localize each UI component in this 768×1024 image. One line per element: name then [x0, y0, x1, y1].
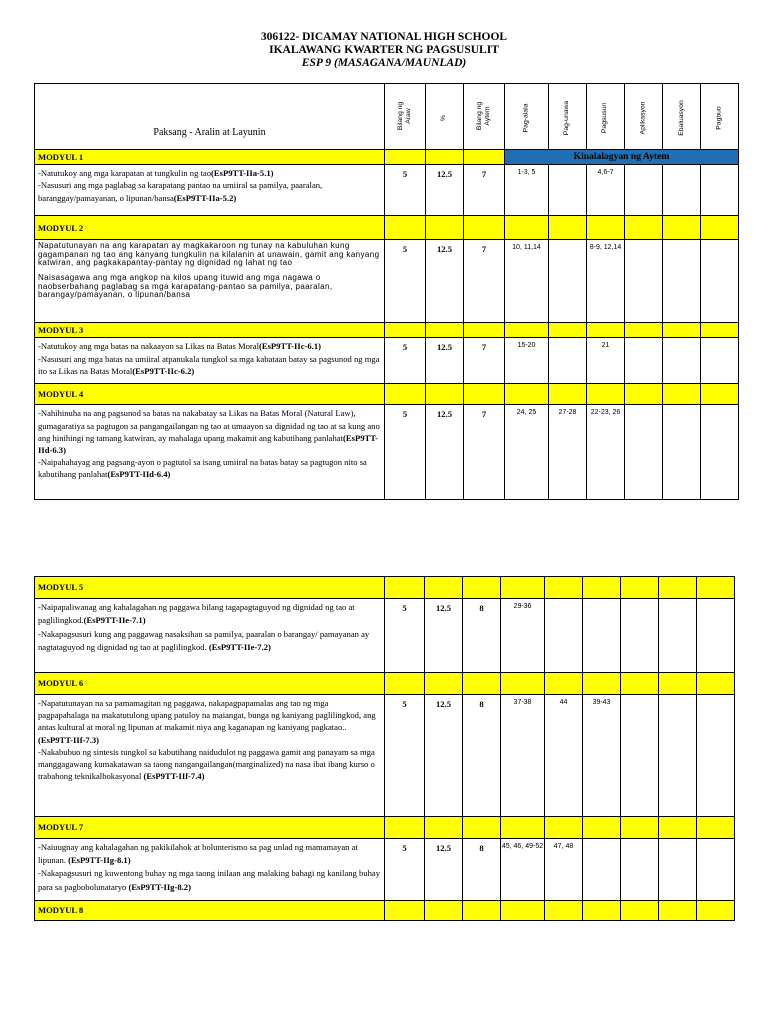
pagbuo-items [701, 165, 739, 216]
module-title-row [35, 901, 735, 921]
module-title-row [35, 577, 735, 599]
module-objectives: -Naipapaliwanag ang kahalagahan ng paggawa bilang tagapagtaguyod ng dignidad ng tao at paglilingkod.(EsP9TT-IIe-7.1) -Nakapagsusuri kung ang paggawag nasaksihan sa pamilya, paaralan o barangay/ pamayanan ay nagtataguyod ng dignidad ng tao at paglilingkod. (EsP9TT-IIe-7.2) [35, 599, 385, 673]
tos-table-2 [34, 576, 735, 921]
ebaluasyon-items [663, 405, 701, 500]
module-title: MODYUL 2 [35, 216, 385, 240]
items-value: 7 [464, 338, 505, 384]
pagsusuri-column-header: Pagsusuri [587, 84, 625, 150]
items-value: 8 [463, 599, 501, 673]
aplikasyon-column-header: Aplikasyon [625, 84, 663, 150]
percent-value: 12.5 [426, 165, 464, 216]
days-column-header: Bilang ng Araw [385, 84, 426, 150]
module-title-row [35, 673, 735, 695]
module-objectives: -Napatutunayan na sa pamamagitan ng paggawa, nakapagpapamalas ang tao ng mga pagpapahalaga na makatutulong upang patuloy na maiangat, bunga ng kaniyang paglilingkod, ang antas kultural at moral ng lipunan at makamit niya ang kaganapan ng kaniyang pagkatao..(EsP9TT-IIf-7.3) -Nakabubuo ng sintesis tungkol sa kabutihang naidudulot ng paggawa gamit ang panayam sa mga manggagawang kumakatawan sa taong nangangailangan(marginalized) na nasa ibat ibang kurso o trabahong teknikalbokasyonal (EsP9TT-IIf-7.4) [35, 695, 385, 817]
module-title: MODYUL 6 [35, 673, 385, 695]
pag-unawa-items: 44 [545, 695, 583, 817]
module-row [35, 599, 735, 673]
pag-alala-items: 45, 46, 49-52 [501, 839, 545, 901]
pag-unawa-column-header: Pag-unawa [549, 84, 587, 150]
ebaluasyon-items [659, 599, 697, 673]
pag-alala-items: 1-3, 5 [505, 165, 549, 216]
module-objectives: -Natutukoy ang mga karapatan at tungkulin ng tao(EsP9TT-IIa-5.1) -Nasusuri ang mga paglabag sa karapatang pantao na umiiral sa pamilya, paaralan, baranggay/pamayanan, o lipunan/bansa(EsP9TT-IIa-5.2) [35, 165, 385, 216]
items-column-header: Bilang ng Aytem [464, 84, 505, 150]
ebaluasyon-items [663, 240, 701, 323]
pagbuo-items [697, 839, 735, 901]
ebaluasyon-items [663, 165, 701, 216]
module-title-row [35, 150, 739, 165]
module-objectives: -Nahihinuha na ang pagsunod sa batas na nakabatay sa Likas na Batas Moral (Natural Law), gumagaratiya sa pagtugon sa pangangailangan ng tao at umaayon sa dignidad ng tao at sa kung ano ang hinihingi ng tamang katwiran, ay mahalaga upang makamit ang kabutihang panlahat(EsP9TT-IId-6.3) -Naipahahayag ang pagsang-ayon o pagtutol sa isang umiiral na batas batay sa pagtugon nito sa kabutihang panlahat(EsP9TT-IId-6.4) [35, 405, 385, 500]
column-header-row [35, 84, 739, 150]
pag-alala-items: 10, 11,14 [505, 240, 549, 323]
days-value: 5 [385, 695, 425, 817]
subject-title: ESP 9 (MASAGANA/MAUNLAD) [301, 57, 467, 69]
ebaluasyon-items [663, 338, 701, 384]
aplikasyon-items [625, 338, 663, 384]
module-row [35, 405, 739, 500]
days-value: 5 [385, 599, 425, 673]
pagsusuri-items: 8-9, 12,14 [587, 240, 625, 323]
exam-title: IKALAWANG KWARTER NG PAGSUSULIT [269, 44, 499, 56]
pagsusuri-items: 22-23, 26 [587, 405, 625, 500]
days-value: 5 [385, 839, 425, 901]
ebaluasyon-column-header: Ebaluasyon [663, 84, 701, 150]
module-objectives: -Naiuugnay ang kahalagahan ng pakikilahok at bolunterismo sa pag unlad ng mamamayan at lipunan. (EsP9TT-IIg-8.1) -Nakapagsusuri ng kuwentong buhay ng mga taong inilaan ang malaking bahagi ng kanilang buhay para sa pagbobolunataryo (EsP9TT-IIg-8.2) [35, 839, 385, 901]
aplikasyon-items [625, 165, 663, 216]
module-row [35, 240, 739, 323]
module-objectives: -Natutukoy ang mga batas na nakaayon sa Likas na Batas Moral(EsP9TT-IIc-6.1) -Nasusuri ang mga batas na umiiral atpanukala tungkol sa mga kabataan batay sa pagsunod ng mga ito sa Likas na Batas Moral(EsP9TT-IIc-6.2) [35, 338, 385, 384]
aplikasyon-items [621, 599, 659, 673]
module-title: MODYUL 8 [35, 901, 385, 921]
module-row [35, 165, 739, 216]
pag-unawa-items: 27-28 [549, 405, 587, 500]
items-value: 8 [463, 839, 501, 901]
items-value: 8 [463, 695, 501, 817]
school-name: 306122- DICAMAY NATIONAL HIGH SCHOOL [260, 31, 508, 43]
ebaluasyon-items [659, 695, 697, 817]
items-value: 7 [464, 240, 505, 323]
module-row [35, 839, 735, 901]
module-title-row [35, 216, 739, 240]
days-value: 5 [385, 405, 426, 500]
percent-value: 12.5 [425, 599, 463, 673]
percent-value: 12.5 [426, 240, 464, 323]
percent-value: 12.5 [426, 338, 464, 384]
module-title: MODYUL 5 [35, 577, 385, 599]
items-value: 7 [464, 165, 505, 216]
pagbuo-items [697, 695, 735, 817]
module-objectives: Napatutunayan na ang karapatan ay magkakaroon ng tunay na kabuluhan kung gagampanan ng tao ang kanyang tungkulin na kilalanin at unawain, gamit ang kanyang katwiran, ang pagkakapantay-pantay ng dignidad ng lahat ng tao Naisasagawa ang mga angkop na kilos upang ituwid ang mga nagawa o naobserbahang paglabag sa mga karapatang-pantao sa pamilya, paaralan, barangay/pamayanan, o lipunan/bansa [35, 240, 385, 323]
module-title-row [35, 817, 735, 839]
pag-unawa-items [549, 240, 587, 323]
ebaluasyon-items [659, 839, 697, 901]
pag-alala-items: 29-36 [501, 599, 545, 673]
aplikasyon-items [625, 240, 663, 323]
module-title-row [35, 323, 739, 338]
pagsusuri-items: 21 [587, 338, 625, 384]
pag-unawa-items: 47, 48 [545, 839, 583, 901]
module-title-row [35, 384, 739, 405]
pag-unawa-items [549, 338, 587, 384]
topic-column-header: Paksang - Aralin at Layunin [35, 84, 385, 150]
pag-alala-column-header: Pag-alala [505, 84, 549, 150]
pag-unawa-items [549, 165, 587, 216]
aplikasyon-items [621, 695, 659, 817]
pagsusuri-items [583, 599, 621, 673]
percent-value: 12.5 [426, 405, 464, 500]
percent-value: 12.5 [425, 839, 463, 901]
pagsusuri-items: 39-43 [583, 695, 621, 817]
module-title: MODYUL 3 [35, 323, 385, 338]
percent-column-header: % [426, 84, 464, 150]
pag-alala-items: 24, 25 [505, 405, 549, 500]
module-title: MODYUL 7 [35, 817, 385, 839]
days-value: 5 [385, 240, 426, 323]
pagbuo-items [701, 405, 739, 500]
aplikasyon-items [625, 405, 663, 500]
module-title: MODYUL 1 [35, 150, 385, 165]
kinalalagyan-header: Kinalalagyan ng Aytem [505, 150, 739, 165]
tos-table-1 [34, 83, 739, 500]
module-title: MODYUL 4 [35, 384, 385, 405]
pag-alala-items: 15-20 [505, 338, 549, 384]
pag-alala-items: 37-38 [501, 695, 545, 817]
pagsusuri-items [583, 839, 621, 901]
module-row [35, 695, 735, 817]
items-value: 7 [464, 405, 505, 500]
pagbuo-column-header: Pagbuo [701, 84, 739, 150]
aplikasyon-items [621, 839, 659, 901]
module-row [35, 338, 739, 384]
percent-value: 12.5 [425, 695, 463, 817]
pagbuo-items [701, 240, 739, 323]
days-value: 5 [385, 165, 426, 216]
pag-unawa-items [545, 599, 583, 673]
pagsusuri-items: 4,6-7 [587, 165, 625, 216]
pagbuo-items [701, 338, 739, 384]
pagbuo-items [697, 599, 735, 673]
days-value: 5 [385, 338, 426, 384]
